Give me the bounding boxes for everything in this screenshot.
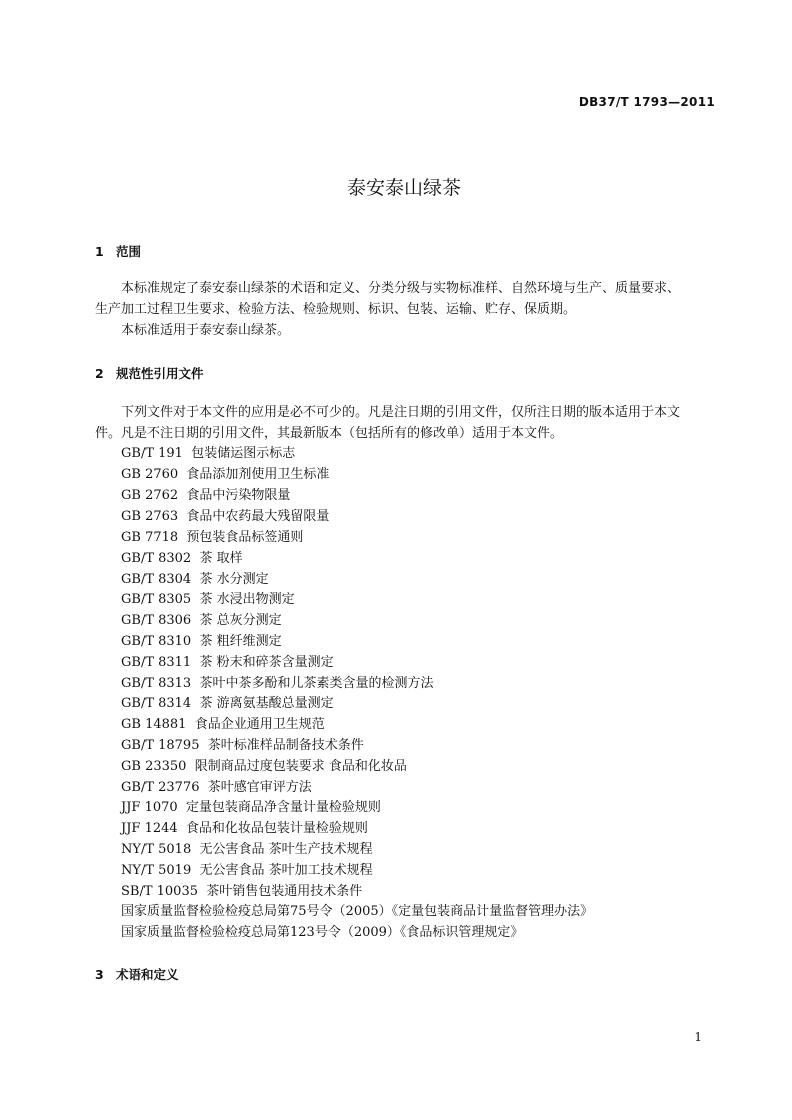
reference-item: SB/T 10035 茶叶销售包装通用技术条件	[121, 884, 363, 899]
page-number: 1	[694, 1030, 702, 1044]
normative-intro-line-1: 下列文件对于本文件的应用是必不可少的。凡是注日期的引用文件，仅所注日期的版本适用于本文	[121, 405, 681, 420]
section-title: 术语和定义	[116, 967, 179, 982]
reference-item: GB 14881 食品企业通用卫生规范	[121, 717, 325, 732]
section-number: 2	[95, 366, 104, 381]
reference-item: GB/T 8314 茶 游离氨基酸总量测定	[121, 696, 334, 711]
section-number: 3	[95, 967, 104, 982]
section-number: 1	[95, 244, 104, 259]
standard-code: DB37/T 1793—2011	[578, 95, 715, 109]
reference-item: 国家质量监督检验检疫总局第75号令（2005）《定量包装商品计量监督管理办法》	[121, 904, 594, 919]
scope-paragraph-2: 本标准适用于泰安泰山绿茶。	[121, 323, 291, 338]
reference-item: GB 23350 限制商品过度包装要求 食品和化妆品	[121, 759, 407, 774]
section-heading-terms-definitions	[95, 965, 179, 983]
reference-item: JJF 1244 食品和化妆品包装计量检验规则	[121, 821, 368, 836]
reference-item: GB 7718 预包装食品标签通则	[121, 530, 304, 545]
reference-item: GB/T 8304 茶 水分测定	[121, 572, 269, 587]
reference-item: GB/T 8311 茶 粉末和碎茶含量测定	[121, 655, 334, 670]
reference-item: NY/T 5018 无公害食品 茶叶生产技术规程	[121, 842, 373, 857]
reference-item: NY/T 5019 无公害食品 茶叶加工技术规程	[121, 863, 373, 878]
reference-item: JJF 1070 定量包装商品净含量计量检验规则	[121, 800, 381, 815]
section-heading-normative-references	[95, 364, 204, 382]
reference-item: GB/T 8313 茶叶中茶多酚和儿茶素类含量的检测方法	[121, 676, 434, 691]
reference-item: 国家质量监督检验检疫总局第123号令（2009）《食品标识管理规定》	[121, 925, 524, 940]
scope-paragraph-line-2: 生产加工过程卫生要求、检验方法、检验规则、标识、包装、运输、贮存、保质期。	[95, 302, 577, 317]
reference-item: GB/T 8302 茶 取样	[121, 551, 243, 566]
scope-paragraph-line-1: 本标准规定了泰安泰山绿茶的术语和定义、分类分级与实物标准样、自然环境与生产、质量要求、	[121, 281, 681, 296]
section-heading-scope	[95, 242, 141, 260]
reference-item: GB 2763 食品中农药最大残留限量	[121, 509, 330, 524]
reference-item: GB/T 8306 茶 总灰分测定	[121, 613, 282, 628]
page-title: 泰安泰山绿茶	[346, 177, 461, 199]
reference-item: GB/T 191 包装储运图示标志	[121, 446, 296, 461]
reference-item: GB/T 8310 茶 粗纤维测定	[121, 634, 282, 649]
reference-item: GB/T 18795 茶叶标准样品制备技术条件	[121, 738, 364, 753]
reference-item: GB/T 8305 茶 水浸出物测定	[121, 592, 295, 607]
reference-item: GB 2760 食品添加剂使用卫生标准	[121, 467, 330, 482]
section-title: 规范性引用文件	[116, 366, 204, 381]
normative-intro-line-2: 件。凡是不注日期的引用文件，其最新版本（包括所有的修改单）适用于本文件。	[95, 426, 564, 441]
reference-item: GB/T 23776 茶叶感官审评方法	[121, 780, 312, 795]
section-title: 范围	[116, 244, 142, 259]
reference-item: GB 2762 食品中污染物限量	[121, 488, 291, 503]
